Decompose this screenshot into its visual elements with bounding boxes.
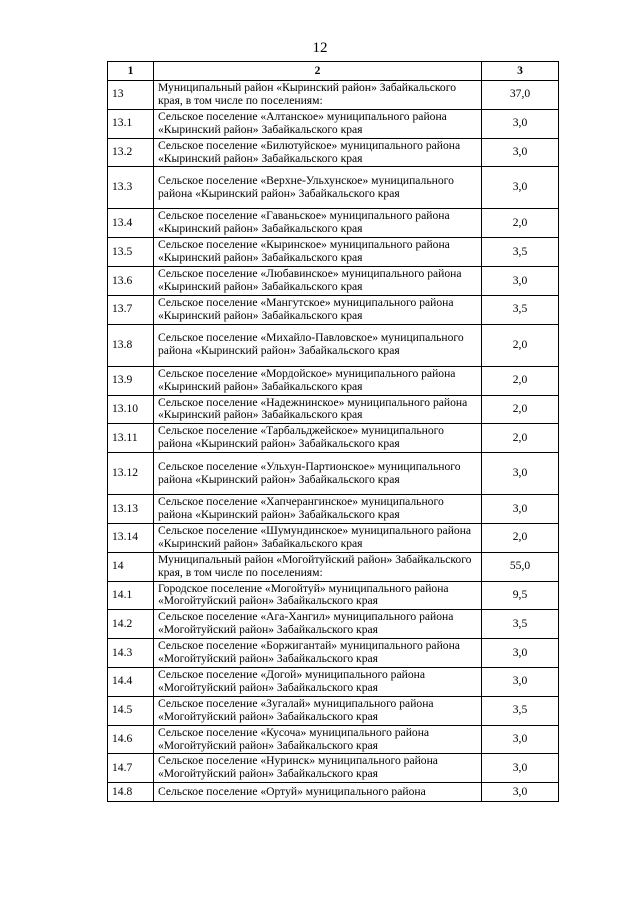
table-row: [108, 754, 559, 783]
row-number: 13.14: [108, 523, 154, 552]
row-value: 2,0: [482, 523, 559, 552]
row-name: Муниципальный район «Могойтуйский район» Забайкальского края, в том числе по поселениям:: [154, 552, 482, 581]
row-name: Сельское поселение «Верхне-Ульхунское» муниципального района «Кыринский район» Забайкальского края: [154, 167, 482, 209]
row-name: Сельское поселение «Тарбальджейское» муниципального района «Кыринский район» Забайкальского края: [154, 424, 482, 453]
row-name: Сельское поселение «Кыринское» муниципального района «Кыринский район» Забайкальского края: [154, 238, 482, 267]
row-value: 3,0: [482, 783, 559, 802]
row-number: 14.8: [108, 783, 154, 802]
table-row: [108, 523, 559, 552]
row-name: Сельское поселение «Михайло-Павловское» муниципального района «Кыринский район» Забайкальского края: [154, 324, 482, 366]
row-name: Сельское поселение «Мангутское» муниципального района «Кыринский район» Забайкальского края: [154, 295, 482, 324]
row-value: 2,0: [482, 424, 559, 453]
row-number: 13.9: [108, 366, 154, 395]
row-value: 3,0: [482, 267, 559, 296]
row-number: 13.10: [108, 395, 154, 424]
row-number: 14.4: [108, 668, 154, 697]
row-number: 13.12: [108, 453, 154, 495]
column-header-2: 2: [154, 62, 482, 81]
table-row: [108, 610, 559, 639]
table-row: [108, 324, 559, 366]
table-row: [108, 238, 559, 267]
row-number: 13: [108, 81, 154, 110]
table-row: [108, 668, 559, 697]
row-name: Сельское поселение «Шумундинское» муниципального района «Кыринский район» Забайкальского края: [154, 523, 482, 552]
row-name: Сельское поселение «Догой» муниципального района «Могойтуйский район» Забайкальского края: [154, 668, 482, 697]
row-number: 14.1: [108, 581, 154, 610]
row-number: 13.11: [108, 424, 154, 453]
row-number: 14: [108, 552, 154, 581]
table-row: [108, 453, 559, 495]
row-number: 14.6: [108, 725, 154, 754]
row-number: 14.3: [108, 639, 154, 668]
row-number: 14.5: [108, 696, 154, 725]
row-value: 3,0: [482, 754, 559, 783]
table-row: [108, 167, 559, 209]
table-row: [108, 424, 559, 453]
table-row: [108, 109, 559, 138]
row-name: Сельское поселение «Гаваньское» муниципального района «Кыринский район» Забайкальского края: [154, 209, 482, 238]
row-value: 3,0: [482, 109, 559, 138]
table-row: [108, 495, 559, 524]
row-name: Сельское поселение «Ульхун-Партионское» муниципального района «Кыринский район» Забайкальского края: [154, 453, 482, 495]
row-number: 13.2: [108, 138, 154, 167]
row-name: Городское поселение «Могойтуй» муниципального района «Могойтуйский район» Забайкальского края: [154, 581, 482, 610]
row-value: 3,0: [482, 453, 559, 495]
settlements-table: [107, 61, 559, 802]
row-value: 2,0: [482, 209, 559, 238]
table-row: [108, 267, 559, 296]
table-row: [108, 783, 559, 802]
table-row: [108, 395, 559, 424]
row-name: Сельское поселение «Зугалай» муниципального района «Могойтуйский район» Забайкальского края: [154, 696, 482, 725]
table-row: [108, 696, 559, 725]
row-number: 13.7: [108, 295, 154, 324]
row-number: 14.2: [108, 610, 154, 639]
table-row: [108, 725, 559, 754]
table-row: [108, 639, 559, 668]
row-value: 3,5: [482, 238, 559, 267]
row-number: 13.13: [108, 495, 154, 524]
table-row: [108, 81, 559, 110]
row-name: Сельское поселение «Хапчерангинское» муниципального района «Кыринский район» Забайкальского края: [154, 495, 482, 524]
row-value: 9,5: [482, 581, 559, 610]
table-row: [108, 295, 559, 324]
row-number: 13.6: [108, 267, 154, 296]
row-number: 13.8: [108, 324, 154, 366]
table-row: [108, 138, 559, 167]
row-name: Сельское поселение «Ортуй» муниципального района: [154, 783, 482, 802]
row-value: 3,0: [482, 639, 559, 668]
row-value: 37,0: [482, 81, 559, 110]
row-name: Сельское поселение «Кусоча» муниципального района «Могойтуйский район» Забайкальского края: [154, 725, 482, 754]
row-number: 13.3: [108, 167, 154, 209]
row-value: 3,0: [482, 138, 559, 167]
row-name: Сельское поселение «Нуринск» муниципального района «Могойтуйский район» Забайкальского края: [154, 754, 482, 783]
row-name: Сельское поселение «Билютуйское» муниципального района «Кыринский район» Забайкальского края: [154, 138, 482, 167]
row-name: Сельское поселение «Ага-Хангил» муниципального района «Могойтуйский район» Забайкальского края: [154, 610, 482, 639]
row-number: 14.7: [108, 754, 154, 783]
table-row: [108, 209, 559, 238]
row-number: 13.1: [108, 109, 154, 138]
row-number: 13.5: [108, 238, 154, 267]
row-name: Сельское поселение «Мордойское» муниципального района «Кыринский район» Забайкальского края: [154, 366, 482, 395]
table-row: [108, 366, 559, 395]
row-value: 3,5: [482, 696, 559, 725]
row-value: 3,0: [482, 725, 559, 754]
row-name: Сельское поселение «Надежнинское» муниципального района «Кыринский район» Забайкальского края: [154, 395, 482, 424]
row-name: Сельское поселение «Боржигантай» муниципального района «Могойтуйский район» Забайкальского края: [154, 639, 482, 668]
row-value: 3,5: [482, 610, 559, 639]
table-row: [108, 552, 559, 581]
row-name: Сельское поселение «Любавинское» муниципального района «Кыринский район» Забайкальского края: [154, 267, 482, 296]
page-number: 12: [312, 40, 328, 56]
row-value: 3,0: [482, 167, 559, 209]
row-value: 2,0: [482, 395, 559, 424]
table-row: [108, 581, 559, 610]
row-value: 3,5: [482, 295, 559, 324]
row-value: 2,0: [482, 324, 559, 366]
row-name: Сельское поселение «Алтанское» муниципального района «Кыринский район» Забайкальского края: [154, 109, 482, 138]
column-header-3: 3: [482, 62, 559, 81]
row-value: 3,0: [482, 668, 559, 697]
row-value: 2,0: [482, 366, 559, 395]
row-name: Муниципальный район «Кыринский район» Забайкальского края, в том числе по поселениям:: [154, 81, 482, 110]
row-value: 3,0: [482, 495, 559, 524]
row-number: 13.4: [108, 209, 154, 238]
row-value: 55,0: [482, 552, 559, 581]
column-header-1: 1: [108, 62, 154, 81]
table-header-row: [108, 62, 559, 81]
